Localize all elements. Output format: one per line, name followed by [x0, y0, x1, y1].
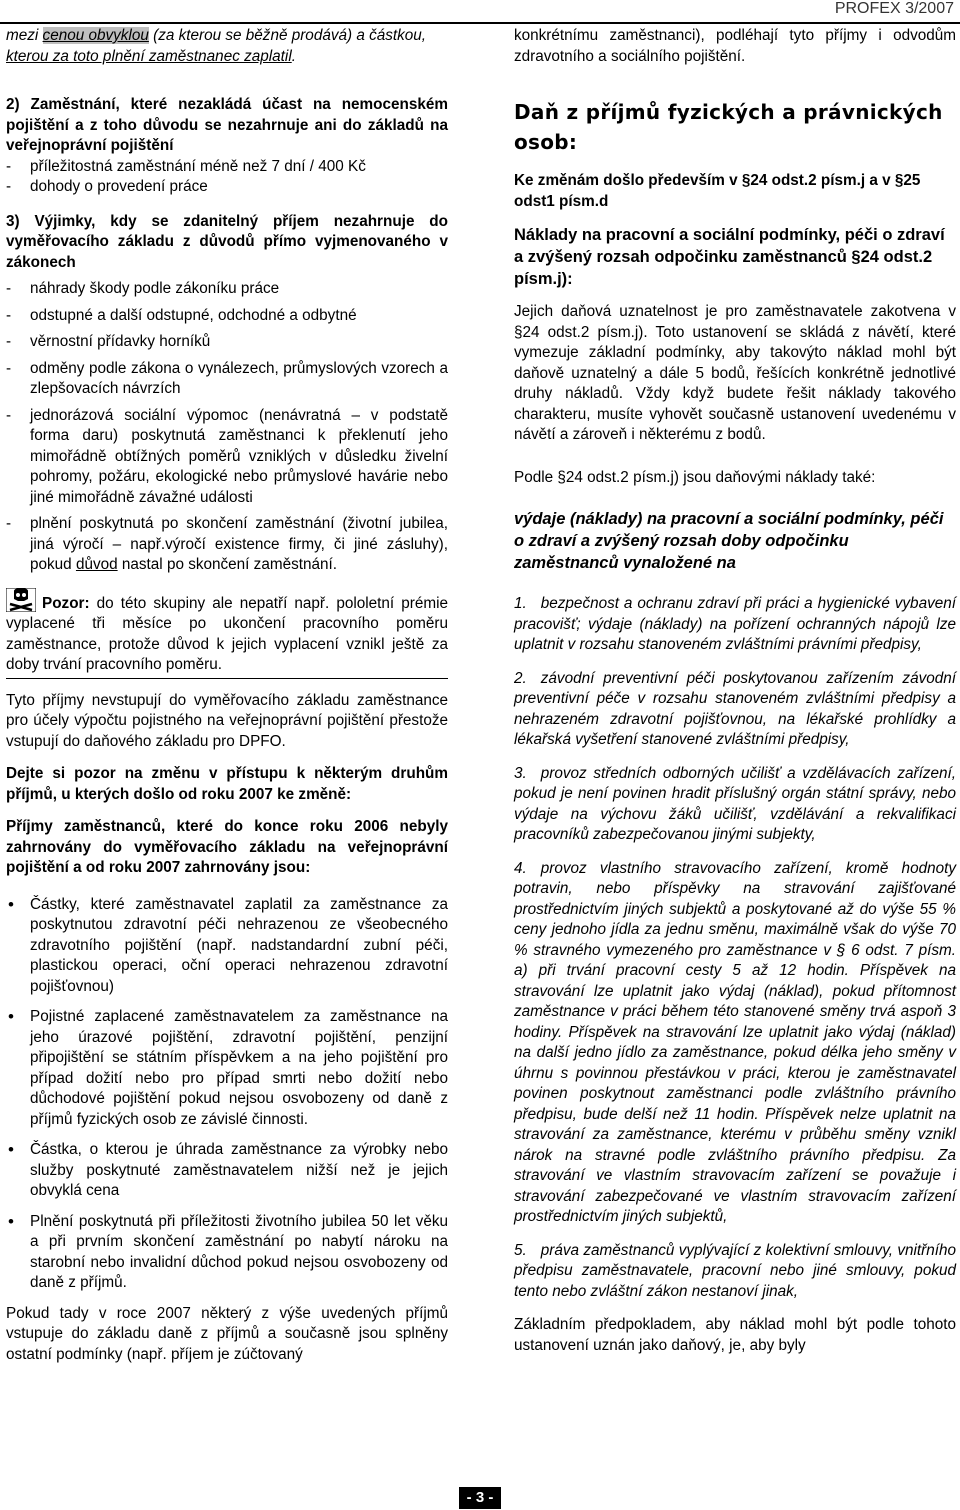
highlighted-term: cenou obvyklou [42, 27, 149, 44]
list-item: - věrnostní přídavky horníků [6, 332, 448, 353]
emphasized-paragraph: výdaje (náklady) na pracovní a sociální podmínky, péči o zdraví a zvýšený rozsah doby odpočinku zaměstnanců vynaložené na [514, 510, 944, 572]
left-column [6, 26, 448, 1365]
list-item: - jednorázová sociální výpomoc (nenávratná – v podstatě forma daru) poskytnutá zaměstnanci k překlenutí jeho mimořádně obtížných poměrů vzniklých v důsledku živelní pohromy, požáru, ekologické nebo průmyslové havárie nebo jiné mimořádně závažné události [6, 406, 448, 509]
list-item: • Částky, které zaměstnavatel zaplatil za zaměstnance za poskytnutou zdravotní péči nehrazenou ze všeobecného zdravotního pojištění (např. nadstandardní zubní péči, plastickou operaci, oční operaci nehrazenou zdravotní pojišťovnou) [6, 895, 448, 998]
list-item: - odstupné a další odstupné, odchodné a odbytné [6, 306, 448, 327]
bold-paragraph: Dejte si pozor na změnu v přístupu k některým druhům příjmů, u kterých došlo od roku 2007 ke změně: [6, 765, 448, 803]
journal-issue: PROFEX 3/2007 [834, 0, 954, 17]
numbered-list [514, 594, 956, 1302]
bold-paragraph: Ke změnám došlo především v §24 odst.2 písm.j a v §25 odst1 písm.d [514, 172, 921, 210]
list-item: - plnění poskytnutá po skončení zaměstnání (životní jubilea, jiná výročí – např.výročí existence firmy, či jiné zásluhy), pokud důvod nastal po skončení zaměstnání. [6, 514, 448, 576]
warning-skull-icon [6, 588, 36, 612]
list-item: • Plnění poskytnutá při příležitosti životního jubilea 50 let věku a při prvním skončení zaměstnání po nabytí nároku na starobní nebo invalidní důchod pokud nejsou osvobozeny od daně z příjmů. [6, 1212, 448, 1294]
list-item: • Pojistné zaplacené zaměstnavatelem za zaměstnance na jeho úrazové pojištění, zdravotní pojištění, penzijní připojištění se státním příspěvkem a na jeho pojištění pro případ dožití nebo pro případ smrti nebo dožití nebo důchodové pojištění pokud nejsou osvobozeny od daně z příjmů fyzických osob ze závislé činnosti. [6, 1007, 448, 1130]
list-item: - příležitostná zaměstnání méně než 7 dní / 400 Kč [6, 157, 448, 178]
list-item: - odměny podle zákona o vynálezech, průmyslových vzorech a zlepšovacích návrzích [6, 359, 448, 400]
right-column [514, 26, 956, 1356]
warning-note: Pozor: do této skupiny ale nepatří např. pololetní prémie vyplacené tři měsíce po ukončení pracovního poměru zaměstnance, protože důvod k jejich vyplacení vznikl ještě za doby trvání pracovního poměru. [6, 588, 448, 679]
paragraph: Jejich daňová uznatelnost je pro zaměstnavatele zakotvena v §24 odst.2 písm.j). Toto ustanovení se skládá z návětí, které vymezuje základní podmínky, aby takovýto náklad mohl být daňově uznatelný a dále 5 bodů, řešících konkrétně jednotlivé druhy nákladů. Vždy když budete řešit náklady takového charakteru, musíte vyhovět současně ustanovení uvedenému v návětí a zároveň i některému z bodů. [514, 303, 956, 443]
section-2-title: 2) Zaměstnání, které nezakládá účast na nemocenském pojištění a z toho důvodu se nezahrnuje ani do základů na veřejnoprávní pojištění [6, 96, 448, 154]
paragraph: Pokud tady v roce 2007 některý z výše uvedených příjmů vstupuje do základu daně z příjmů a současně jsou splněny ostatní podmínky (např. příjem je zúčtovaný [6, 1304, 448, 1363]
section-2-list [6, 157, 448, 198]
list-item: - dohody o provedení práce [6, 177, 448, 198]
section-3-title: 3) Výjimky, kdy se zdanitelný příjem nezahrnuje do vyměřovacího základu z důvodů přímo vyjmenovaného v zákonech [6, 212, 448, 271]
list-item: 2. závodní preventivní péči poskytovanou zařízením závodní preventivní péče v rozsahu stanoveném zvláštními předpisy a nehrazeném zdravotní pojišťovnou, na lékařské prohlídky a lékařská vyšetření stanovené zvláštními předpisy, [514, 669, 956, 748]
list-item: 3. provoz středních odborných učilišť a vzdělávacích zařízení, pokud je není povinen hradit příslušný orgán státní správy, nebo výdaje na výchovu žáků učilišť, vzdělávání a rekvalifikaci pracovníků zabezpečovanou jinými subjekty, [514, 764, 956, 843]
paragraph: Podle §24 odst.2 písm.j) jsou daňovými náklady také: [514, 468, 876, 486]
paragraph: Základním předpokladem, aby náklad mohl být podle tohoto ustanovení uznán jako daňový, je, aby byly [514, 1316, 956, 1354]
list-item: 5. práva zaměstnanců vyplývající z kolektivní smlouvy, vnitřního předpisu zaměstnavatele, pracovní nebo jiné smlouvy, pokud tento nebo zvláštní zákon nestanoví jinak, [514, 1241, 956, 1300]
intro-continuation: mezi cenou obvyklou (za kterou se běžně prodává) a částkou, kterou za toto plnění zaměstnanec zaplatil. [6, 27, 427, 65]
list-item: 4. provoz vlastního stravovacího zařízení, kromě hodnoty potravin, nebo příspěvky na stravování zajišťované prostřednictvím jiných subjektů a poskytované až do výše 55 % ceny jednoho jídla za jednu směnu, maximálně však do výše 70 % stravného vymezeného pro zaměstnance v § 6 odst. 7 písm. a) při trvání pracovní cesty 5 až 12 hodin. Příspěvek na stravování lze uplatnit jako výdaj (náklad), pokud přítomnost zaměstnance v práci během této stanovené směny trvá aspoň 3 hodiny. Příspěvek na stravování lze uplatnit jako výdaj (náklad) na další jedno jídlo za zaměstnance, pokud délka jeho směny v úhrnu s povinnou přestávkou v práci, kterou je zaměstnavatel povinen poskytnout zaměstnanci podle zvláštního právního předpisu, bude delší než 11 hodin. Příspěvek nelze uplatnit na stravování za zaměstnance, kterému v průběhu směny vznikl nárok na stravné podle zvláštního právního předpisu. Za stravování ve vlastním stravovacím zařízení se považuje i stravování zabezpečované ve vlastním stravovacím zařízení prostřednictvím jiných subjektů, [514, 859, 956, 1225]
bold-paragraph: Příjmy zaměstnanců, které do konce roku 2006 nebyly zahrnovány do vyměřovacího základu na veřejnoprávní pojištění a od roku 2007 zahrnovány jsou: [6, 818, 448, 876]
bullet-list [6, 895, 448, 1294]
section-heading: Daň z příjmů fyzických a právnických osob: [514, 100, 943, 154]
paragraph: Tyto příjmy nevstupují do vyměřovacího základu zaměstnance pro účely výpočtu pojistného na veřejnoprávní pojištění přestože vstupují do daňového základu pro DPFO. [6, 691, 448, 750]
paragraph: konkrétnímu zaměstnanci), podléhají tyto příjmy i odvodům zdravotního a sociálního pojištění. [514, 27, 956, 65]
subheading: Náklady na pracovní a sociální podmínky, péči o zdraví a zvýšený rozsah odpočinku zaměstnanců §24 odst.2 písm.j): [514, 226, 945, 288]
list-item: 1. bezpečnost a ochranu zdraví při práci a hygienické vybavení pracovišť; výdaje (náklady) na pořízení ochranných nápojů lze uplatnit v rozsahu stanoveném zvláštními právními předpisy, [514, 595, 956, 653]
section-3-list [6, 279, 448, 576]
page-header [0, 0, 960, 24]
page-number: - 3 - [459, 1487, 501, 1509]
list-item: - náhrady škody podle zákoníku práce [6, 279, 448, 300]
list-item: • Částka, o kterou je úhrada zaměstnance za výrobky nebo služby poskytnuté zaměstnavatelem nižší než je jejich obvyklá cena [6, 1140, 448, 1202]
